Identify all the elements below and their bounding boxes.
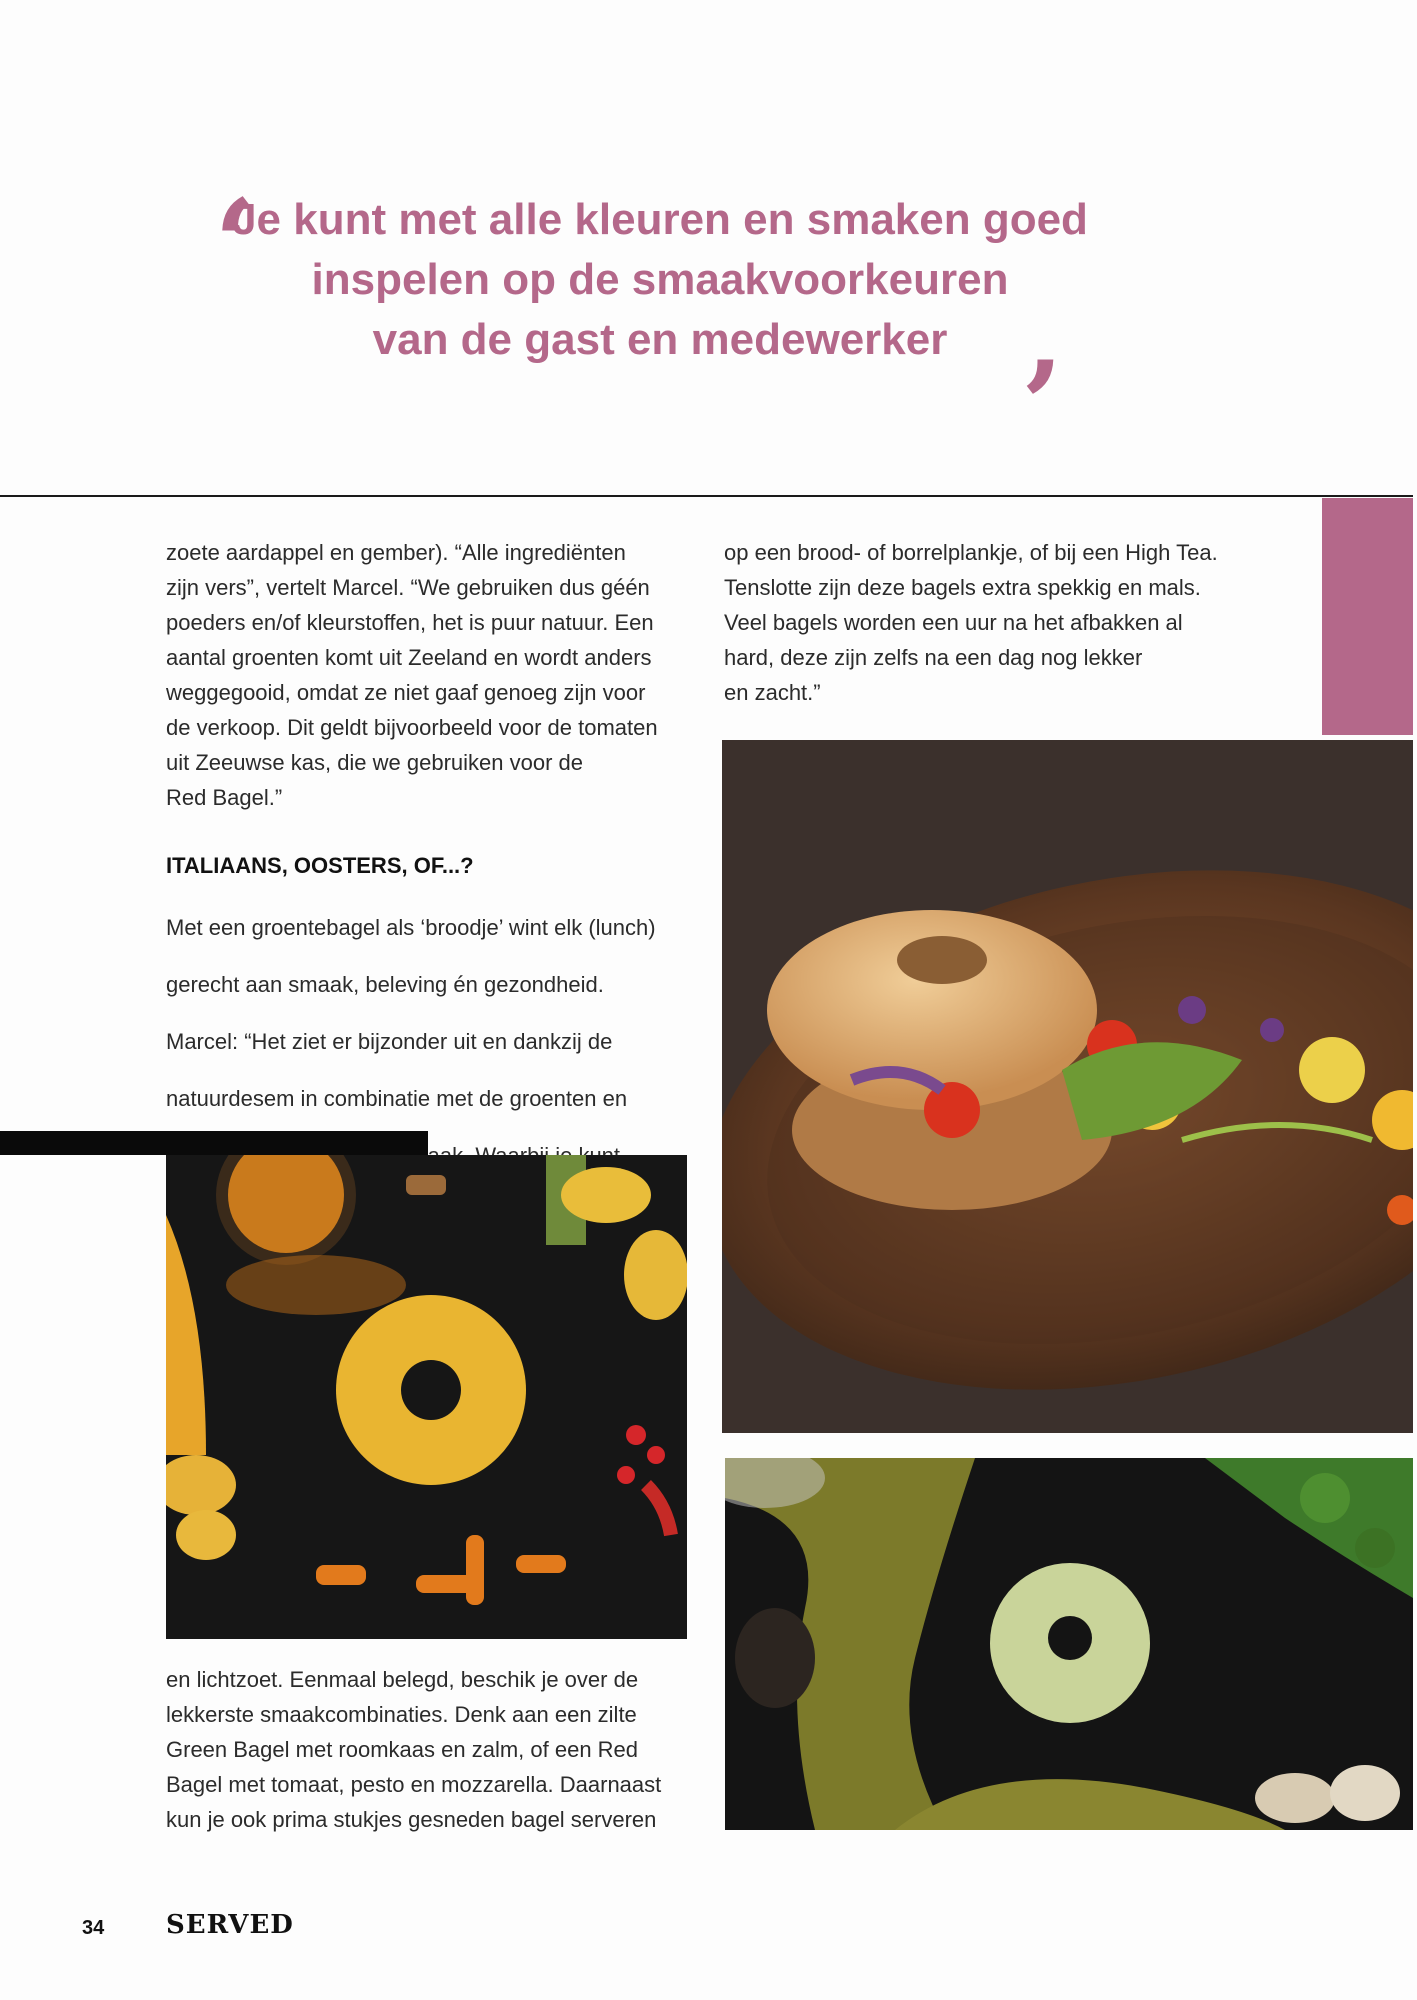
pull-quote-line: inspelen op de smaakvoorkeuren [311,255,1009,304]
pull-quote-line: van de gast en medewerker [372,315,948,364]
text-line: Marcel: “Het ziet er bijzonder uit en dankzij de [166,1029,613,1054]
text-line: kun je ook prima stukjes gesneden bagel serveren [166,1807,657,1832]
text-line: en zacht.” [724,680,821,705]
text-line: de verkoop. Dit geldt bijvoorbeeld voor de tomaten [166,715,658,740]
black-accent-bar [0,1131,428,1155]
text-line: Red Bagel.” [166,785,283,810]
accent-block [1322,498,1413,735]
text-line: gerecht aan smaak, beleving én gezondheid. [166,972,604,997]
close-quote-mark: ’ [1021,335,1063,476]
photo-green-bagel [725,1458,1413,1830]
open-quote-mark: ‘ [214,173,256,314]
text-line: zoete aardappel en gember). “Alle ingrediënten [166,540,626,565]
article-paragraph [166,535,686,815]
page-number: 34 [82,1917,105,1939]
text-line: en lichtzoet. Eenmaal belegd, beschik je over de [166,1667,639,1692]
text-line: Green Bagel met roomkaas en zalm, of een Red [166,1737,639,1762]
text-line: hard, deze zijn zelfs na een dag nog lekker [724,645,1143,670]
section-heading: ITALIAANS, OOSTERS, OF...? [166,853,474,878]
pull-quote [160,190,1160,370]
article-paragraph [166,1662,686,1837]
photo-bagel-on-plate [722,740,1413,1433]
magazine-logo: SERVED [166,1910,294,1940]
text-line: lekkerste smaakcombinaties. Denk aan een zilte [166,1702,637,1727]
horizontal-rule [0,495,1413,497]
text-line: op een brood- of borrelplankje, of bij een High Tea. [724,540,1218,565]
photo-yellow-bagel [166,1155,687,1639]
text-line: natuurdesem in combinatie met de groenten en [166,1086,628,1111]
text-line: Veel bagels worden een uur na het afbakken al [724,610,1183,635]
text-line: weggegooid, omdat ze niet gaaf genoeg zijn voor [166,680,646,705]
text-line: poeders en/of kleurstoffen, het is puur natuur. Een [166,610,654,635]
text-line: aantal groenten komt uit Zeeland en wordt anders [166,645,652,670]
text-line: Tenslotte zijn deze bagels extra spekkig en mals. [724,575,1201,600]
text-line: zijn vers”, vertelt Marcel. “We gebruiken dus géén [166,575,650,600]
text-line: Bagel met tomaat, pesto en mozzarella. Daarnaast [166,1772,662,1797]
pull-quote-line: Je kunt met alle kleuren en smaken goed [232,195,1088,244]
article-paragraph [724,535,1284,710]
text-line: uit Zeeuwse kas, die we gebruiken voor de [166,750,584,775]
text-line: Met een groentebagel als ‘broodje’ wint elk (lunch) [166,915,656,940]
